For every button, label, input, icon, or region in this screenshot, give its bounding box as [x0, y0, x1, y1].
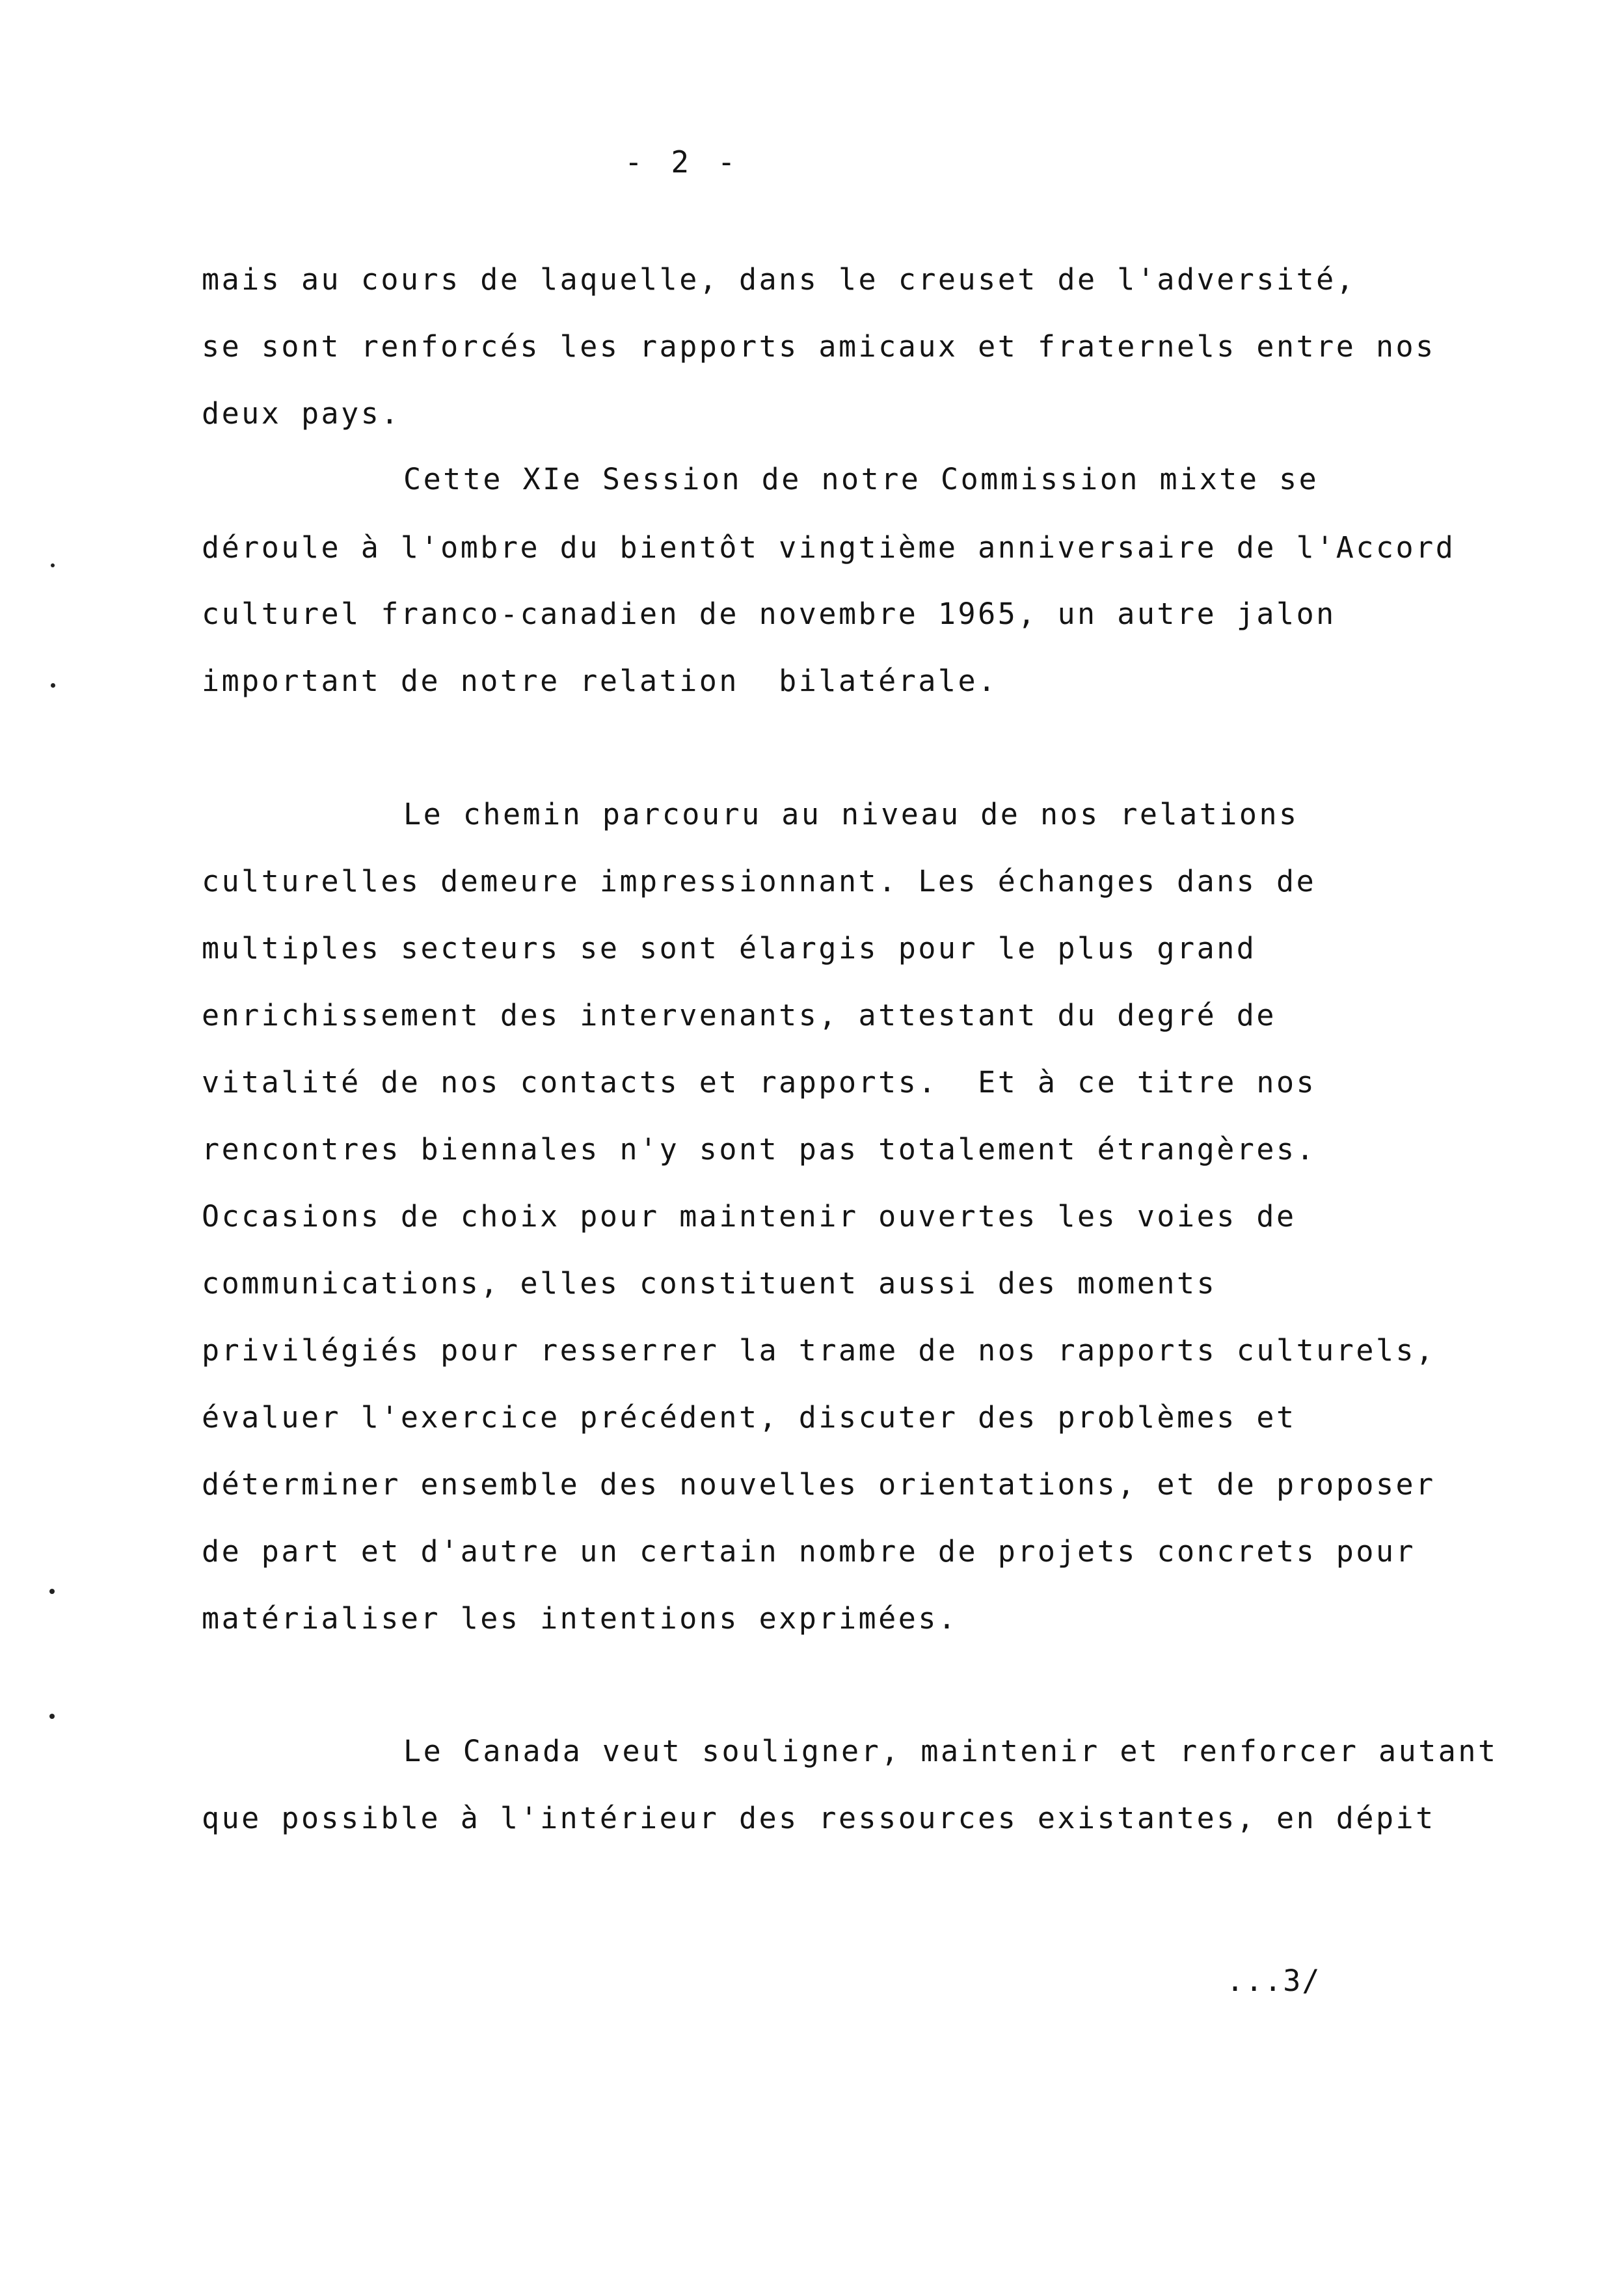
- paragraph-3-line-10: évaluer l'exercice précédent, discuter des problèmes et: [202, 1400, 1297, 1435]
- scan-speck: [49, 1714, 55, 1719]
- page-number: - 2 -: [625, 144, 741, 180]
- paragraph-3-line-11: déterminer ensemble des nouvelles orientations, et de proposer: [202, 1467, 1436, 1502]
- paragraph-3-line-3: multiples secteurs se sont élargis pour le plus grand: [202, 931, 1257, 966]
- paragraph-3-line-12: de part et d'autre un certain nombre de projets concrets pour: [202, 1534, 1416, 1569]
- paragraph-3-line-13: matérialiser les intentions exprimées.: [202, 1601, 958, 1636]
- paragraph-3-line-5: vitalité de nos contacts et rapports. Et à ce titre nos: [202, 1065, 1317, 1100]
- paragraph-3-line-8: communications, elles constituent aussi des moments: [202, 1266, 1217, 1301]
- paragraph-3-line-9: privilégiés pour resserrer la trame de nos rapports culturels,: [202, 1333, 1436, 1368]
- continuation-marker: ...3/: [1226, 1964, 1321, 1998]
- paragraph-1-line-1: mais au cours de laquelle, dans le creuset de l'adversité,: [202, 262, 1356, 297]
- paragraph-3-line-7: Occasions de choix pour maintenir ouvertes les voies de: [202, 1199, 1297, 1234]
- scan-speck: [49, 1589, 55, 1594]
- paragraph-3-line-4: enrichissement des intervenants, attestant du degré de: [202, 998, 1276, 1033]
- scan-speck: [51, 563, 55, 567]
- paragraph-3-line-2: culturelles demeure impressionnant. Les échanges dans de: [202, 864, 1317, 898]
- paragraph-2-line-2: déroule à l'ombre du bientôt vingtième anniversaire de l'Accord: [202, 530, 1456, 565]
- paragraph-3-line-6: rencontres biennales n'y sont pas totalement étrangères.: [202, 1132, 1317, 1167]
- paragraph-2-line-1: Cette XIe Session de notre Commission mixte se: [403, 462, 1319, 496]
- paragraph-1-line-3: deux pays.: [202, 396, 401, 431]
- scan-speck: [51, 683, 55, 688]
- paragraph-2-line-3: culturel franco-canadien de novembre 1965, un autre jalon: [202, 597, 1336, 631]
- paragraph-2-line-4: important de notre relation bilatérale.: [202, 664, 998, 698]
- paragraph-4-line-1: Le Canada veut souligner, maintenir et renforcer autant: [403, 1734, 1498, 1768]
- paragraph-1-line-2: se sont renforcés les rapports amicaux et fraternels entre nos: [202, 329, 1436, 364]
- paragraph-4-line-2: que possible à l'intérieur des ressources existantes, en dépit: [202, 1801, 1436, 1835]
- paragraph-3-line-1: Le chemin parcouru au niveau de nos relations: [403, 797, 1299, 831]
